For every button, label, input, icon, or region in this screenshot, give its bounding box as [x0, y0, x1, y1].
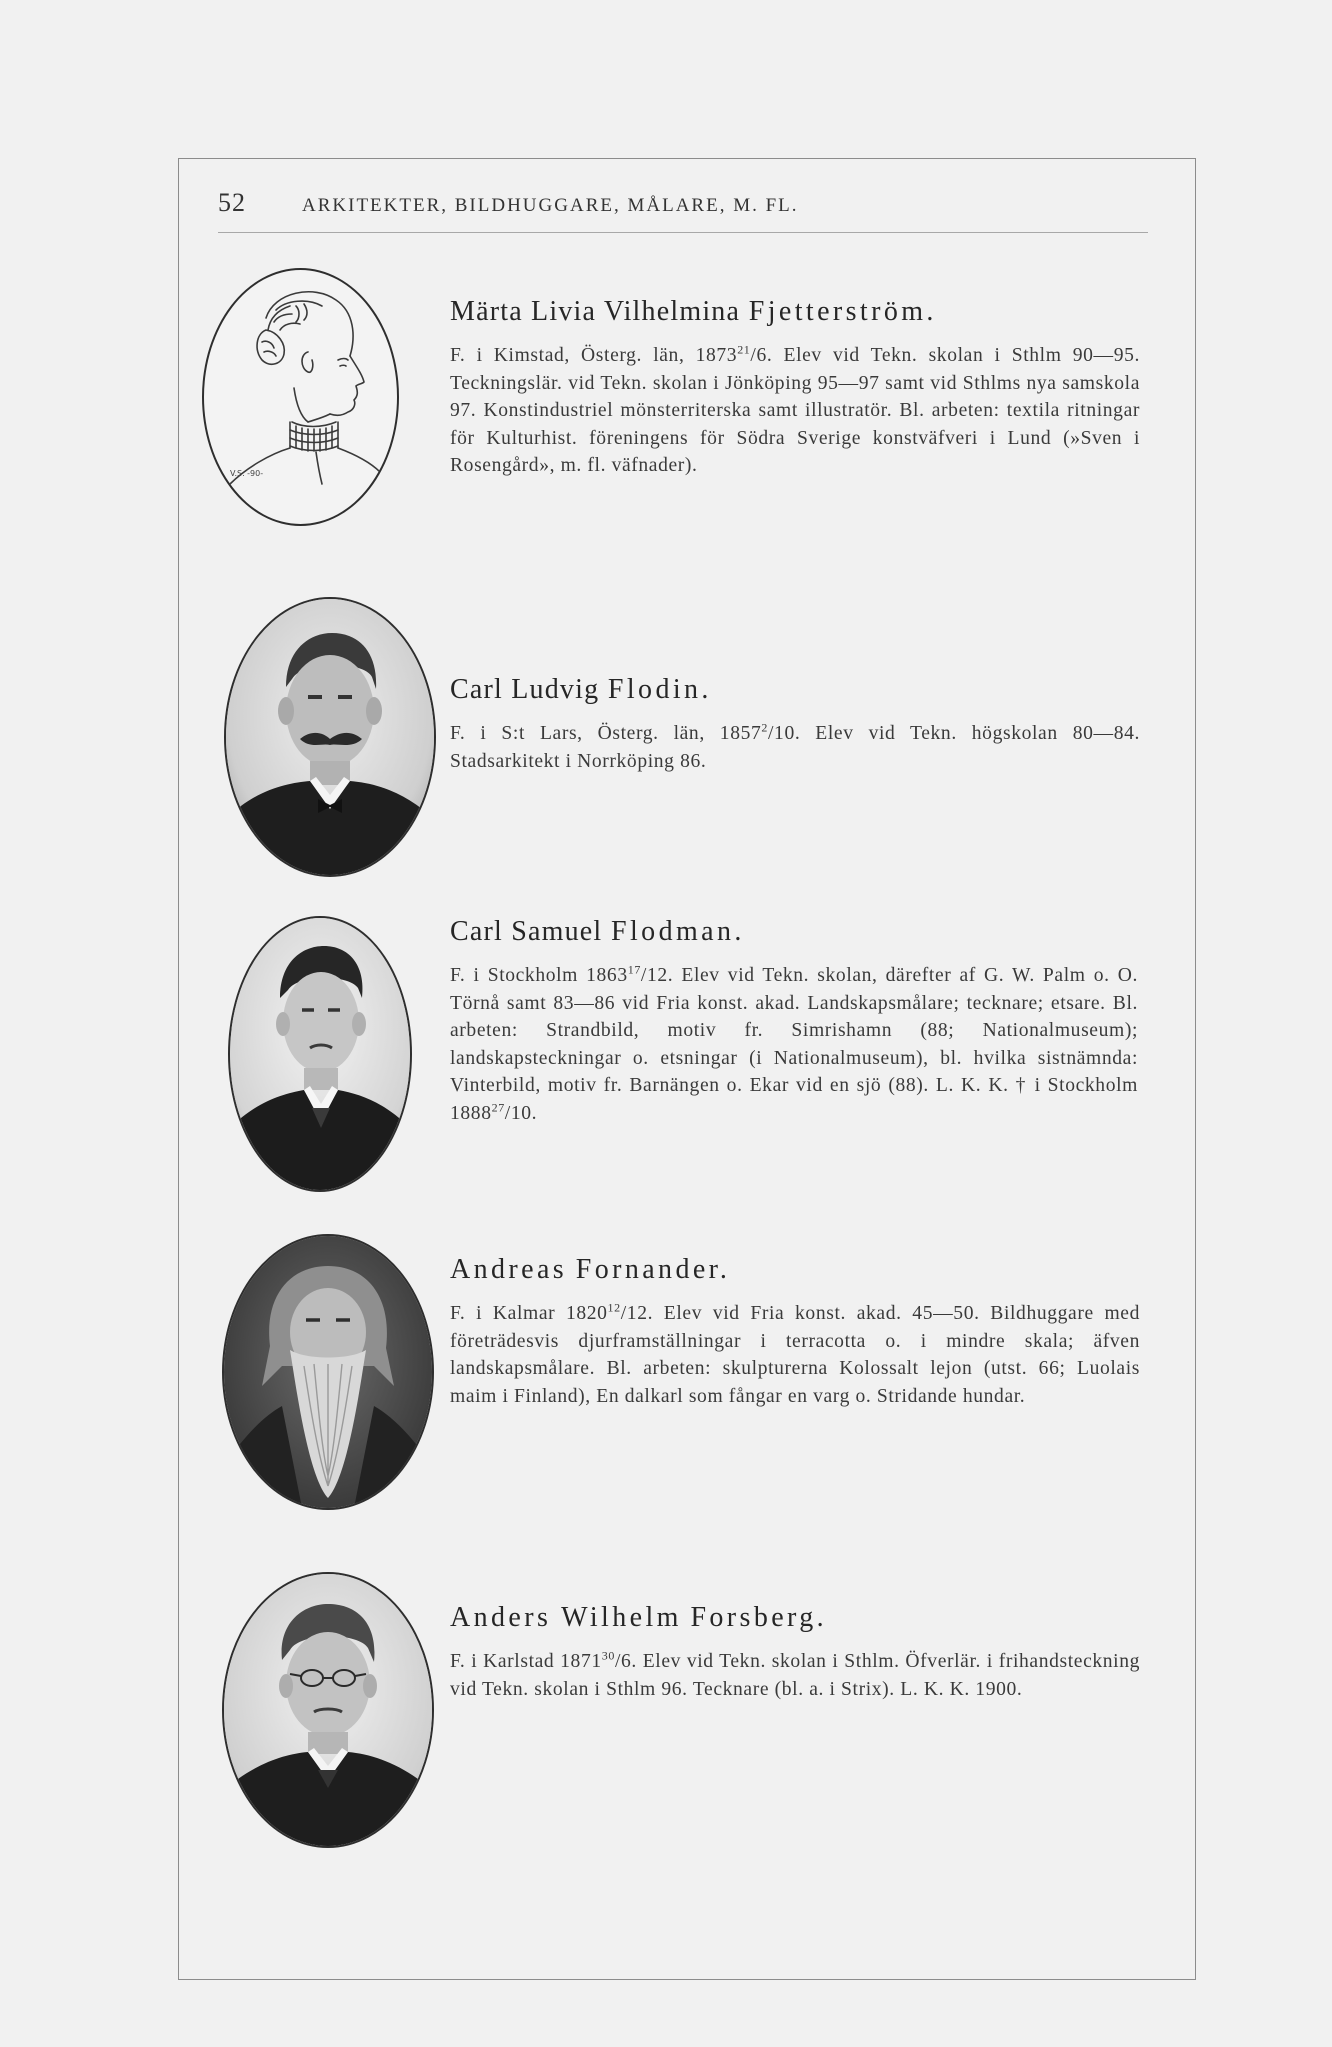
given-name: Andreas [450, 1254, 568, 1285]
entry-name [450, 296, 1140, 328]
entry-text [450, 1602, 1140, 1703]
date-superscript: 21 [737, 342, 751, 357]
entry-forsberg [218, 1572, 1158, 1872]
body-text: F. i Stockholm 1863 [450, 965, 628, 986]
entry-name [450, 1254, 1140, 1286]
given-name: Anders Wilhelm [450, 1602, 682, 1633]
entry-body [450, 1300, 1140, 1410]
surname: Forsberg. [690, 1602, 828, 1633]
body-text: /12. Elev vid Fria konst. akad. 45—50. Bildhuggare med företrädesvis djurframställningar i terracotta o. i mindre skala; äfven landskapsmålare. Bl. arbeten: skulpturerna Kolossalt lejon (utst. 66; Luolais maim i Finland), En dalkarl som fångar en varg o. Stridande hundar. [450, 1303, 1140, 1407]
entry-name [450, 916, 1138, 948]
body-text: /10. Elev vid Tekn. högskolan 80—84. Stadsarkitekt i Norrköping 86. [450, 723, 1140, 772]
running-title: ARKITEKTER, BILDHUGGARE, MÅLARE, M. FL. [302, 195, 799, 216]
given-name: Carl Samuel [450, 916, 603, 947]
date-superscript: 27 [491, 1099, 505, 1114]
entry-text [450, 1254, 1140, 1410]
surname: Flodin. [607, 674, 712, 705]
page-number: 52 [218, 188, 246, 217]
entry-flodman [218, 916, 1158, 1196]
entry-body [450, 1648, 1140, 1703]
surname: Fjetterström. [748, 296, 937, 327]
entry-text [450, 674, 1140, 775]
body-text: /10. [504, 1102, 538, 1124]
date-superscript: 17 [627, 962, 641, 977]
body-text: F. i Kimstad, Österg. län, 1873 [450, 345, 738, 366]
date-superscript: 12 [607, 1300, 621, 1315]
body-text: F. i Karlstad 1871 [450, 1651, 602, 1672]
header-rule [218, 232, 1148, 233]
given-name: Märta Livia Vilhelmina [450, 296, 741, 327]
sketch-portrait-woman-icon [202, 268, 399, 526]
surname: Fornander. [575, 1254, 731, 1285]
entry-fornander [218, 1234, 1158, 1534]
photo-portrait-young-man-icon [228, 916, 412, 1192]
entry-text [450, 296, 1140, 480]
sketch-initials: V.S. -90- [230, 469, 264, 478]
body-text: /12. Elev vid Tekn. skolan, därefter af G. W. Palm o. O. Törnå samt 83—86 vid Fria konst. akad. Landskapsmålare; tecknare; etsare. Bl. arbeten: Strandbild, motiv fr. Simrishamn (88; Nationalmuseum); landskapsteckningar o. etsningar (i Nationalmuseum), bl. hvilka sistnämnda: Vinterbild, motiv fr. Barnängen o. Ekar vid en sjö (88). L. K. K. † i Stockholm 1888 [450, 965, 1138, 1124]
body-text: F. i S:t Lars, Österg. län, 1857 [450, 723, 762, 744]
photo-portrait-man-glasses-icon [222, 1572, 434, 1848]
body-text: /6. Elev vid Tekn. skolan i Sthlm. Öfverlär. i frihandsteckning vid Tekn. skolan i Sthlm 96. Tecknare (bl. a. i Strix). L. K. K. 1900. [450, 1651, 1140, 1700]
body-text: F. i Kalmar 1820 [450, 1303, 608, 1324]
running-head [218, 188, 1148, 228]
given-name: Carl Ludvig [450, 674, 600, 705]
entry-name [450, 1602, 1140, 1634]
body-text: /6. Elev vid Tekn. skolan i Sthlm 90—95. Teckningslär. vid Tekn. skolan i Jönköping 95—97 samt vid Sthlms nya samskola 97. Konstindustriel mönsterriterska samt illustratör. Bl. arbeten: textila ritningar för Kulturhist. föreningens för Södra Sverige konstväfveri i Lund (»Sven i Rosengård», m. fl. väfnader). [450, 345, 1140, 476]
entry-text [450, 916, 1138, 1127]
entry-name [450, 674, 1140, 706]
entry-fjetterstrom [218, 262, 1158, 562]
photo-portrait-bearded-man-icon [222, 1234, 434, 1510]
photo-portrait-man-moustache-icon [224, 597, 436, 877]
entry-body [450, 342, 1140, 480]
entry-body [450, 720, 1140, 775]
date-superscript: 30 [601, 1648, 615, 1663]
date-superscript: 2 [761, 720, 768, 735]
entry-flodin [218, 597, 1158, 887]
surname: Flodman. [611, 916, 745, 947]
entry-body [450, 962, 1138, 1127]
